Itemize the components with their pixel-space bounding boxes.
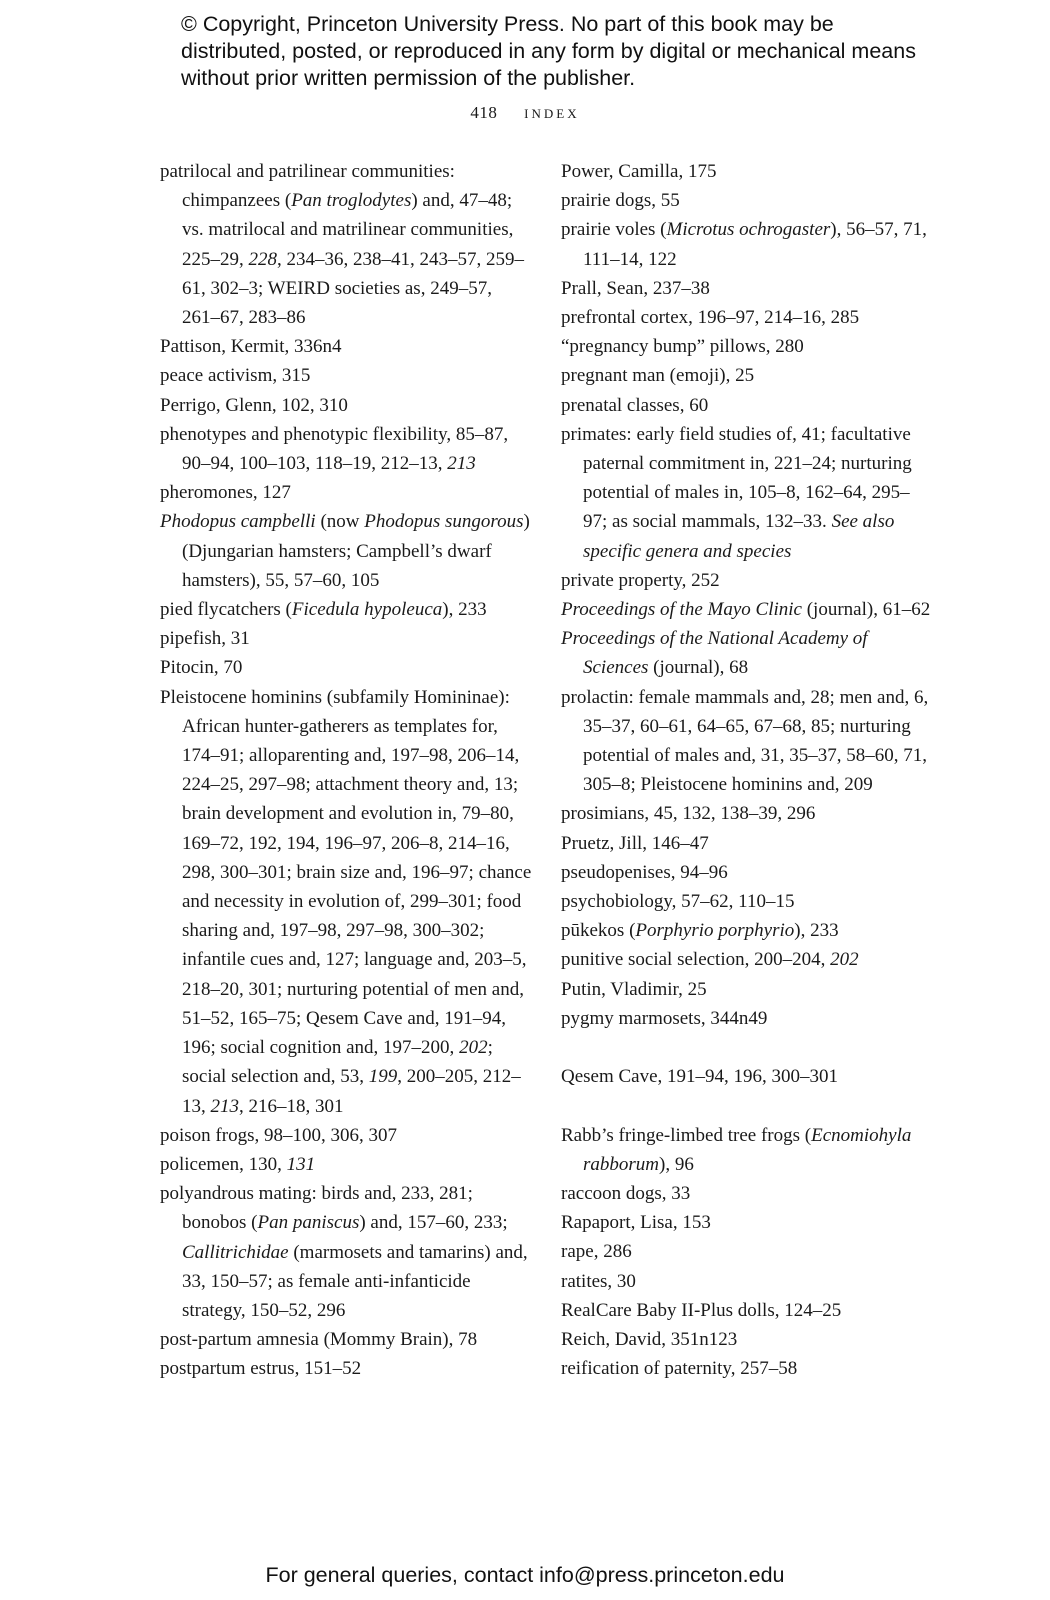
index-entry-text: , 216–18, 301 <box>239 1095 344 1117</box>
index-entry-text: Pruetz, Jill, 146–47 <box>561 832 709 854</box>
index-entry <box>561 916 933 945</box>
index-entry-italic-text: Proceedings of the National Academy of Sciences <box>561 628 868 679</box>
index-entry-text: pygmy marmosets, 344n49 <box>561 1007 768 1029</box>
index-entry-text: pipefish, 31 <box>160 628 250 650</box>
index-entry <box>561 1179 933 1208</box>
index-entry <box>561 1062 933 1091</box>
index-entry-text: policemen, 130, <box>160 1153 287 1175</box>
index-entry-text: RealCare Baby II-Plus dolls, 124–25 <box>561 1299 842 1321</box>
index-entry-italic-text: 202 <box>459 1037 488 1059</box>
index-entry <box>160 1121 532 1150</box>
index-entry-italic-text: Ecnomiohyla rabborum <box>583 1124 912 1175</box>
index-entry-italic-text: 131 <box>286 1153 316 1175</box>
index-entry-italic-text: 228 <box>248 248 277 270</box>
index-entry-text: (journal), 68 <box>648 657 749 679</box>
running-head <box>0 102 1050 124</box>
index-entry <box>561 595 933 624</box>
index-entry-text: Prall, Sean, 237–38 <box>561 277 710 299</box>
index-entry <box>160 1354 532 1383</box>
index-entry <box>160 361 532 390</box>
index-entry <box>561 1237 933 1266</box>
index-entry <box>160 653 532 682</box>
index-entry <box>561 274 933 303</box>
index-entry-italic-text: Phodopus campbelli <box>160 511 316 533</box>
index-entry-text: peace activism, 315 <box>160 365 311 387</box>
index-entry-text: ), 233 <box>794 920 839 942</box>
index-entry-text: Putin, Vladimir, 25 <box>561 978 707 1000</box>
index-entry <box>561 157 933 186</box>
index-entry <box>160 507 532 595</box>
index-entry-text: ; social selection and, 53, <box>182 1037 493 1088</box>
letter-group-gap <box>561 1033 933 1062</box>
index-entry <box>561 799 933 828</box>
index-entry-text: ), 233 <box>442 599 487 621</box>
index-entry-italic-text: Microtus ochrogaster <box>666 219 831 241</box>
index-entry-text: “pregnancy bump” pillows, 280 <box>561 336 804 358</box>
index-entry-text: ratites, 30 <box>561 1270 636 1292</box>
index-entry <box>561 1121 933 1179</box>
index-entry-italic-text: Callitrichidae <box>182 1241 289 1263</box>
index-entry-italic-text: 202 <box>830 949 859 971</box>
index-entry-text: prolactin: female mammals and, 28; men and, 6, 35–37, 60–61, 64–65, 67–68, 85; nurturing potential of males and, 31, 35–37, 58–60, 71, 305–8; Pleistocene hominins and, 209 <box>561 686 929 796</box>
index-entry <box>561 858 933 887</box>
index-entry-text: pied flycatchers ( <box>160 599 292 621</box>
index-entry-italic-text: Porphyrio porphyrio <box>635 920 795 942</box>
index-entry <box>561 566 933 595</box>
index-column-left <box>160 157 532 1384</box>
index-entry <box>561 303 933 332</box>
page-number: 418 <box>470 103 498 122</box>
index-entry <box>160 1150 532 1179</box>
index-entry-text: ) and, 47–48; vs. matrilocal and matrilinear communities, 225–29, <box>182 190 514 270</box>
index-entry-text: Pleistocene hominins (subfamily Homininae): African hunter-gatherers as templates for, 174–91; alloparenting and, 197–98, 206–14, 224–25, 297–98; attachment theory and, 13; brain development and evolution in, 79–80, 169–72, 192, 194, 196–97, 206–8, 214–16, 298, 300–301; brain size and, 196–97; chance and necessity in evolution of, 299–301; food sharing and, 197–98, 297–98, 300–302; infantile cues and, 127; language and, 203–5, 218–20, 301; nurturing potential of men and, 51–52, 165–75; Qesem Cave and, 191–94, 196; social cognition and, 197–200, <box>160 686 532 1059</box>
index-entry <box>561 1354 933 1383</box>
index-entry <box>561 975 933 1004</box>
index-entry-text: Perrigo, Glenn, 102, 310 <box>160 394 348 416</box>
index-entry <box>160 478 532 507</box>
index-entry-text: patrilocal and patrilinear communities: chimpanzees ( <box>160 161 455 212</box>
index-entry-text: pūkekos ( <box>561 920 636 942</box>
index-entry-text: prairie voles ( <box>561 219 667 241</box>
index-entry-text: , 234–36, 238–41, 243–57, 259–61, 302–3; WEIRD societies as, 249–57, 261–67, 283–86 <box>182 248 524 329</box>
index-column-right <box>561 157 933 1384</box>
index-entry <box>160 683 532 1121</box>
index-entry-text: (marmosets and tamarins) and, 33, 150–57; as female anti-infanticide strategy, 150–52, 296 <box>182 1241 528 1321</box>
index-entry-text: raccoon dogs, 33 <box>561 1183 691 1205</box>
index-entry-italic-text: Pan paniscus <box>257 1212 360 1234</box>
index-entry-text: , 200–205, 212–13, <box>182 1066 521 1117</box>
index-entry <box>561 1004 933 1033</box>
index-entry-text: Rapaport, Lisa, 153 <box>561 1212 711 1234</box>
index-entry-italic-text: 199 <box>368 1066 398 1088</box>
index-entry <box>160 420 532 478</box>
index-entry-italic-text: See also specific genera and species <box>583 511 895 562</box>
index-entry-italic-text: Proceedings of the Mayo Clinic <box>561 599 802 621</box>
index-entry <box>561 624 933 682</box>
index-entry <box>160 157 532 332</box>
contact-footer: For general queries, contact info@press.princeton.edu <box>265 1563 785 1587</box>
index-entry-text: prosimians, 45, 132, 138–39, 296 <box>561 803 816 825</box>
index-entry-text: polyandrous mating: birds and, 233, 281; bonobos ( <box>160 1183 473 1234</box>
index-entry-text: Power, Camilla, 175 <box>561 161 717 182</box>
index-entry <box>561 683 933 800</box>
index-entry-text: reification of paternity, 257–58 <box>561 1358 798 1380</box>
index-entry-text: psychobiology, 57–62, 110–15 <box>561 891 795 913</box>
index-entry-text: prefrontal cortex, 196–97, 214–16, 285 <box>561 307 860 329</box>
index-entry <box>561 887 933 916</box>
index-entry-text: post-partum amnesia (Mommy Brain), 78 <box>160 1329 478 1351</box>
index-entry <box>160 595 532 624</box>
index-entry-text: Pitocin, 70 <box>160 657 243 679</box>
index-entry <box>561 391 933 420</box>
index-entry-text: punitive social selection, 200–204, <box>561 949 831 971</box>
index-entry-text: ), 96 <box>659 1153 694 1175</box>
index-entry-text: (journal), 61–62 <box>801 599 931 621</box>
index-entry <box>561 332 933 361</box>
index-entry-text: ), 56–57, 71, 111–14, 122 <box>583 219 927 270</box>
index-entry-italic-text: 213 <box>210 1095 239 1117</box>
index-entry-italic-text: 213 <box>447 453 476 475</box>
index-entry-text: private property, 252 <box>561 569 720 591</box>
index-entry-italic-text: Pan troglodytes <box>291 190 412 212</box>
index-entry-italic-text: Ficedula hypoleuca <box>291 599 443 621</box>
index-entry <box>561 420 933 566</box>
index-entry-text: Reich, David, 351n123 <box>561 1329 738 1351</box>
index-entry <box>561 1325 933 1354</box>
section-title: index <box>524 102 580 123</box>
index-entry <box>160 624 532 653</box>
index-entry-text: Rabb’s fringe-limbed tree frogs ( <box>561 1124 812 1146</box>
index-entry-text: phenotypes and phenotypic flexibility, 85–87, 90–94, 100–103, 118–19, 212–13, <box>160 423 509 475</box>
index-entry <box>160 391 532 420</box>
index-entry-text: primates: early field studies of, 41; facultative paternal commitment in, 221–24; nurturing potential of males in, 105–8, 162–64, 295–97; as social mammals, 132–33. <box>561 423 912 533</box>
index-entry <box>561 215 933 273</box>
index-entry-italic-text: Phodopus sungorous <box>364 511 524 533</box>
index-entry-text: prairie dogs, 55 <box>561 190 680 212</box>
index-entry <box>160 1179 532 1325</box>
index-entry <box>561 361 933 390</box>
index-entry <box>160 332 532 361</box>
index-entry-text: rape, 286 <box>561 1241 632 1263</box>
index-entry-text: postpartum estrus, 151–52 <box>160 1358 362 1380</box>
index-entry-text: ) and, 157–60, 233; <box>359 1212 508 1234</box>
index-entry-text: ) (Djungarian hamsters; Campbell’s dwarf hamsters), 55, 57–60, 105 <box>182 511 530 591</box>
index-entry-text: Qesem Cave, 191–94, 196, 300–301 <box>561 1066 839 1088</box>
index-entry-text: pheromones, 127 <box>160 482 291 504</box>
copyright-notice: © Copyright, Princeton University Press. No part of this book may be distributed, posted, or reproduced in any form by digital or mechanical means without prior written permission of the publisher. <box>181 12 916 90</box>
index-entry-text: prenatal classes, 60 <box>561 394 709 416</box>
index-entry-text: (now <box>315 511 365 533</box>
index-entry-text: pregnant man (emoji), 25 <box>561 365 755 387</box>
index-entry-text: Pattison, Kermit, 336n4 <box>160 336 342 358</box>
index-entry-text: poison frogs, 98–100, 306, 307 <box>160 1124 397 1146</box>
letter-group-gap <box>561 1091 933 1120</box>
index-entry <box>561 186 933 215</box>
index-entry <box>561 1208 933 1237</box>
index-entry-text: pseudopenises, 94–96 <box>561 861 728 883</box>
index-entry <box>561 1296 933 1325</box>
index-entry <box>561 945 933 974</box>
index-entry <box>561 829 933 858</box>
index-entry <box>561 1267 933 1296</box>
index-entry <box>160 1325 532 1354</box>
